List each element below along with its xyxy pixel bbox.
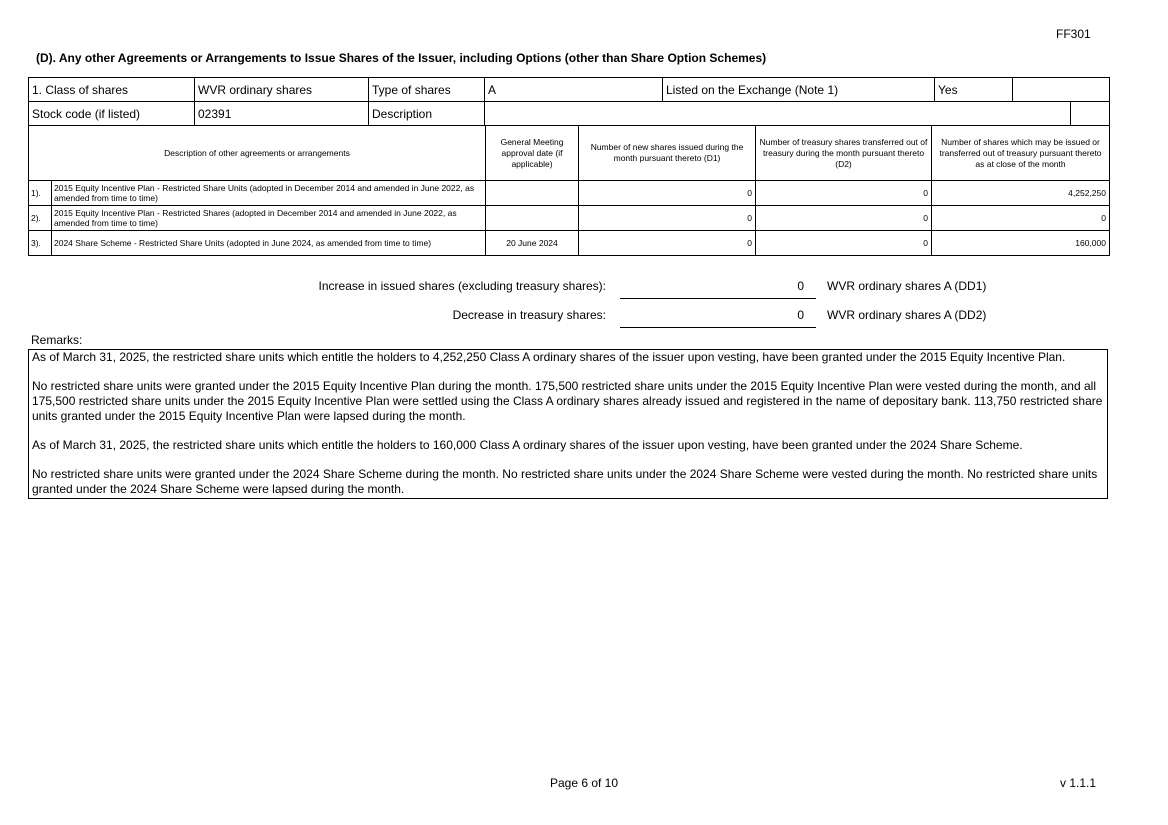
row-close: 4,252,250 xyxy=(932,181,1110,206)
row-approval-date: 20 June 2024 xyxy=(486,231,579,256)
row-index: 2). xyxy=(29,206,52,231)
form-code: FF301 xyxy=(1056,27,1091,41)
remark-paragraph: As of March 31, 2025, the restricted share units which entitle the holders to 160,000 Class A ordinary shares of the issuer upon vesting, have been granted under the 2024 Share Scheme. xyxy=(32,438,1023,452)
row-d2: 0 xyxy=(756,206,932,231)
row-close: 0 xyxy=(932,206,1110,231)
description-value xyxy=(485,102,1071,126)
remarks-label: Remarks: xyxy=(31,333,83,347)
share-class-header-table xyxy=(28,77,1110,126)
row-approval-date xyxy=(486,206,579,231)
row-d1: 0 xyxy=(579,181,756,206)
stock-code-label: Stock code (if listed) xyxy=(29,102,195,126)
remark-paragraph: No restricted share units were granted under the 2015 Equity Incentive Plan during the month. 175,500 restricted share units under the 2015 Equity Incentive Plan were vested during the month, and all 175,500 restricted share units under the 2015 Equity Incentive Plan were settled using the Class A ordinary shares already issued and registered in the name of depositary bank. 113,750 restricted share units granted under the 2015 Equity Incentive Plan were lapsed during the month. xyxy=(32,379,1103,423)
increase-label: Increase in issued shares (excluding treasury shares): xyxy=(318,279,606,293)
col-header-new-shares: Number of new shares issued during the month pursuant thereto (D1) xyxy=(579,126,756,181)
row-index: 3). xyxy=(29,231,52,256)
decrease-label: Decrease in treasury shares: xyxy=(452,308,606,322)
row-close: 160,000 xyxy=(932,231,1110,256)
row-d1: 0 xyxy=(579,206,756,231)
type-of-shares-value: A xyxy=(485,78,663,102)
page-number: Page 6 of 10 xyxy=(549,776,619,790)
row-description: 2015 Equity Incentive Plan - Restricted Share Units (adopted in December 2014 and amended in June 2022, as amended from time to time) xyxy=(52,181,486,206)
row-approval-date xyxy=(486,181,579,206)
remark-paragraph: As of March 31, 2025, the restricted share units which entitle the holders to 4,252,250 Class A ordinary shares of the issuer upon vesting, have been granted under the 2015 Equity Incentive Plan. xyxy=(32,350,1066,364)
stock-code-value: 02391 xyxy=(195,102,369,126)
row-d1: 0 xyxy=(579,231,756,256)
decrease-unit: WVR ordinary shares A (DD2) xyxy=(827,308,987,322)
table-row xyxy=(29,231,1110,256)
version-label: v 1.1.1 xyxy=(1060,776,1097,790)
listed-extra-cell xyxy=(1013,78,1110,102)
increase-value: 0 xyxy=(797,279,804,293)
type-of-shares-label: Type of shares xyxy=(369,78,485,102)
description-label: Description xyxy=(369,102,485,126)
table-row xyxy=(29,181,1110,206)
class-of-shares-label: 1. Class of shares xyxy=(29,78,195,102)
decrease-underline xyxy=(620,326,816,328)
row-description: 2015 Equity Incentive Plan - Restricted Shares (adopted in December 2014 and amended in June 2022, as amended from time to time) xyxy=(52,206,486,231)
row-d2: 0 xyxy=(756,231,932,256)
row-index: 1). xyxy=(29,181,52,206)
col-header-may-be-issued: Number of shares which may be issued or transferred out of treasury pursuant thereto as at close of the month xyxy=(932,126,1110,181)
increase-underline xyxy=(620,297,816,299)
row-d2: 0 xyxy=(756,181,932,206)
table-row xyxy=(29,206,1110,231)
description-extra-cell xyxy=(1071,102,1110,126)
listed-value: Yes xyxy=(935,78,1013,102)
class-of-shares-value: WVR ordinary shares xyxy=(195,78,369,102)
decrease-value: 0 xyxy=(797,308,804,322)
col-header-treasury-transferred: Number of treasury shares transferred out of treasury during the month pursuant thereto (D2) xyxy=(756,126,932,181)
row-description: 2024 Share Scheme - Restricted Share Units (adopted in June 2024, as amended from time to time) xyxy=(52,231,486,256)
increase-unit: WVR ordinary shares A (DD1) xyxy=(827,279,987,293)
col-header-approval-date: General Meeting approval date (if applicable) xyxy=(486,126,579,181)
section-title: (D). Any other Agreements or Arrangements to Issue Shares of the Issuer, including Options (other than Share Option Schemes) xyxy=(36,51,767,65)
remark-paragraph: No restricted share units were granted under the 2024 Share Scheme during the month. No restricted share units under the 2024 Share Scheme were vested during the month. No restricted share units granted under the 2024 Share Scheme were lapsed during the month. xyxy=(32,467,1098,496)
remarks-box xyxy=(28,349,1108,499)
agreements-table xyxy=(28,125,1110,256)
listed-label: Listed on the Exchange (Note 1) xyxy=(663,78,935,102)
col-header-description: Description of other agreements or arrangements xyxy=(29,126,486,181)
